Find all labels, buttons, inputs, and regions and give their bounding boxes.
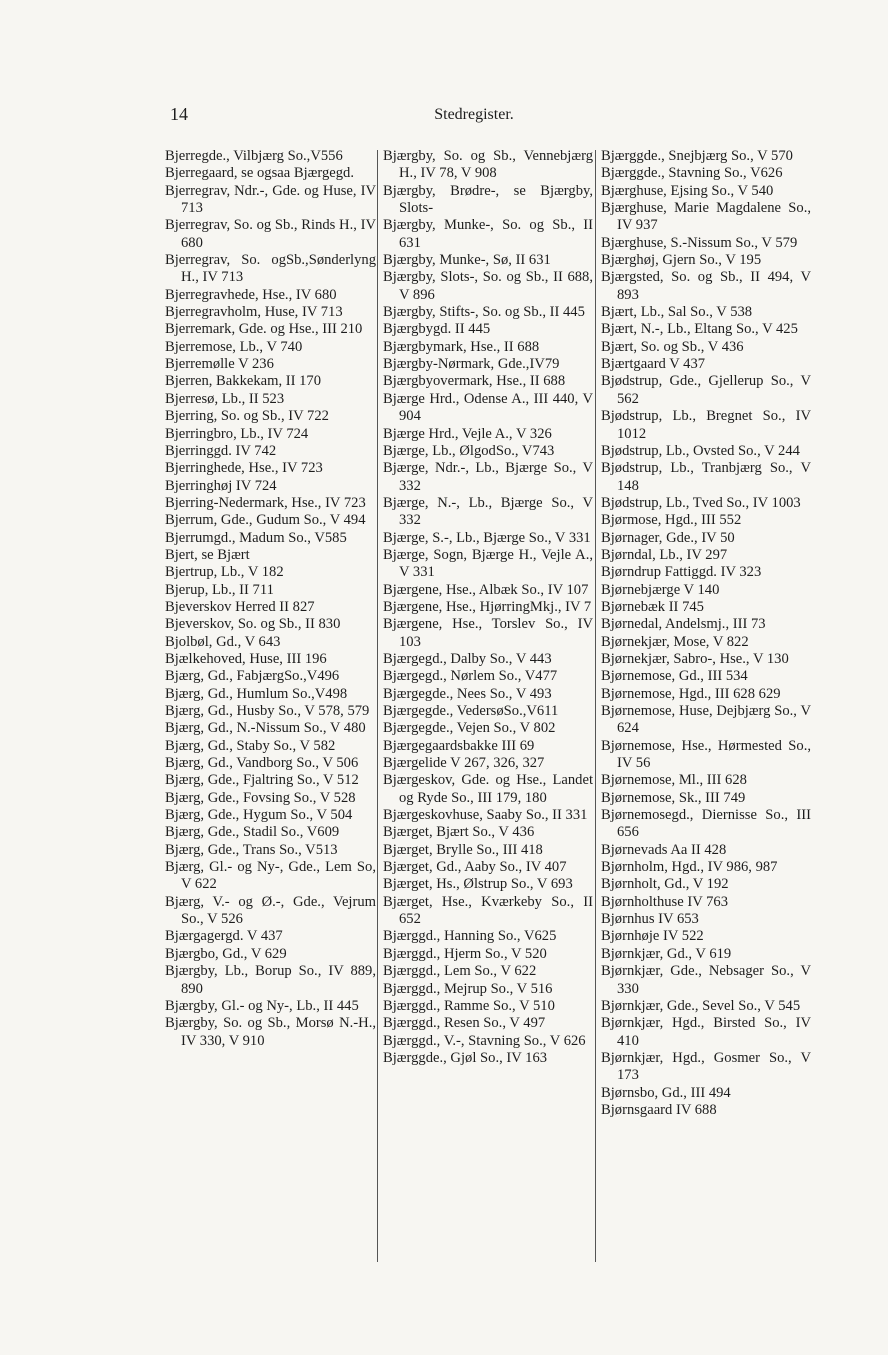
index-entry: Bjerren, Bakkekam, II 170 xyxy=(165,373,322,390)
index-entry: Bjærgbygd. II 445 xyxy=(383,321,491,338)
index-entry: Bjærget, Gd., Aaby So., IV 407 xyxy=(383,859,567,876)
index-entry: Bjært, So. og Sb., V 436 xyxy=(601,338,744,355)
index-entry: Bjørnebæk II 745 xyxy=(601,598,704,615)
index-entry: Bjærgene, Hse., HjørringMkj., IV 7 xyxy=(383,598,592,615)
index-entry: Bjørnevads Aa II 428 xyxy=(601,841,727,858)
index-entry: Bjerringgd. IV 742 xyxy=(165,442,277,459)
index-entry: Bjærg, Gd., N.-Nissum So., V 480 xyxy=(165,720,366,737)
index-entry: Bjærgby, Lb., Borup So., IV 889, 890 xyxy=(165,963,376,997)
index-entry: Bjørnemose, Ml., III 628 xyxy=(601,772,747,789)
index-entry: Bjerregrav, So. ogSb.,Sønderlyng H., IV 713 xyxy=(165,252,376,286)
index-entry: Bjærge, Lb., ØlgodSo., V743 xyxy=(383,442,555,459)
index-entry: Bjærg, Gl.- og Ny-, Gde., Lem So, V 622 xyxy=(165,859,376,893)
column-3 xyxy=(601,148,811,1119)
index-entry: Bjærgegde., Nees So., V 493 xyxy=(383,685,552,702)
index-entry: Bjærgby, Stifts-, So. og Sb., II 445 xyxy=(383,304,585,321)
index-entry: Bjerup, Lb., II 711 xyxy=(165,581,274,598)
index-entry: Bjerregrav, So. og Sb., Rinds H., IV 680 xyxy=(165,217,376,251)
index-entry: Bjerregravhede, Hse., IV 680 xyxy=(165,286,337,303)
index-entry: Bjørnkjær, Gde., Sevel So., V 545 xyxy=(601,997,801,1014)
index-entry: Bjærgegde., VedersøSo.,V611 xyxy=(383,703,559,719)
index-entry: Bjertrup, Lb., V 182 xyxy=(165,564,284,581)
index-entry: Bjørnebjærge V 140 xyxy=(601,581,720,598)
index-entry: Bjært, N.-, Lb., Eltang So., V 425 xyxy=(601,321,798,338)
index-entry: Bjærgagergd. V 437 xyxy=(165,928,283,945)
index-entry: Bjærggd., Hanning So., V625 xyxy=(383,928,557,945)
index-entry: Bjødstrup, Gde., Gjellerup So., V 562 xyxy=(601,373,811,407)
index-entry: Bjært, Lb., Sal So., V 538 xyxy=(601,304,753,321)
index-entry: Bjerregde., Vilbjærg So.,V556 xyxy=(165,148,343,164)
index-entry: Bjærg, V.- og Ø.-, Gde., Vejrum So., V 526 xyxy=(165,893,376,928)
index-entry: Bjørnholt, Gd., V 192 xyxy=(601,876,729,893)
index-entry: Bjærg, Gde., Trans So., V513 xyxy=(165,841,338,858)
index-entry: Bjærg, Gde., Fovsing So., V 528 xyxy=(165,789,356,806)
index-entry: Bjælkehoved, Huse, III 196 xyxy=(165,650,327,667)
index-entry: Bjærge, Ndr.-, Lb., Bjærge So., V 332 xyxy=(383,460,593,494)
index-entry: Bjødstrup, Lb., Bregnet So., IV 1012 xyxy=(601,408,811,442)
index-entry: Bjærgbymark, Hse., II 688 xyxy=(383,338,540,355)
index-entry: Bjeverskov Herred II 827 xyxy=(165,598,315,615)
index-entry: Bjærg, Gde., Fjaltring So., V 512 xyxy=(165,772,359,789)
index-entry: Bjerregrav, Ndr.-, Gde. og Huse, IV 713 xyxy=(165,182,376,217)
index-entry: Bjørnemose, Hse., Hørmested So., IV 56 xyxy=(601,737,811,772)
index-entry: Bjærg, Gde., Stadil So., V609 xyxy=(165,824,340,841)
running-title: Stedregister. xyxy=(434,106,514,123)
index-entry: Bjærgene, Hse., Torslev So., IV 103 xyxy=(383,616,593,650)
index-entry: Bjerringhøj IV 724 xyxy=(165,477,277,494)
index-entry: Bjerrum, Gde., Gudum So., V 494 xyxy=(165,512,366,529)
index-entry: Bjerregravholm, Huse, IV 713 xyxy=(165,304,343,321)
index-entry: Bjærggd., V.-, Stavning So., V 626 xyxy=(383,1032,586,1049)
index-entry: Bjørnemose, Huse, Dejbjærg So., V 624 xyxy=(601,703,811,737)
index-entry: Bjærggd., Mejrup So., V 516 xyxy=(383,980,553,997)
index-entry: Bjørmose, Hgd., III 552 xyxy=(601,512,742,529)
index-entry: Bjørnemose, Gd., III 534 xyxy=(601,668,748,685)
index-entry: Bjørnedal, Andelsmj., III 73 xyxy=(601,616,766,633)
index-entry: Bjørndal, Lb., IV 297 xyxy=(601,546,728,563)
index-entry: Bjærg, Gd., Vandborg So., V 506 xyxy=(165,755,359,772)
index-entry: Bjærg, Gd., Humlum So.,V498 xyxy=(165,685,348,702)
index-entry: Bjærge, N.-, Lb., Bjærge So., V 332 xyxy=(383,494,593,529)
index-entry: Bjerremose, Lb., V 740 xyxy=(165,338,303,355)
index-entry: Bjærghuse, S.-Nissum So., V 579 xyxy=(601,234,798,251)
index-entry: Bjørnemosegd., Diernisse So., III 656 xyxy=(601,807,811,841)
index-entry: Bjærggde., Gjøl So., IV 163 xyxy=(383,1049,548,1066)
index-entry: Bjærgeskov, Gde. og Hse., Landet og Ryde So., III 179, 180 xyxy=(383,772,593,806)
index-entry: Bjærggd., Hjerm So., V 520 xyxy=(383,945,547,962)
index-entry: Bjærgegde., Vejen So., V 802 xyxy=(383,720,556,737)
column-1 xyxy=(165,148,376,1050)
index-entry: Bjærggd., Resen So., V 497 xyxy=(383,1015,546,1032)
index-entry: Bjødstrup, Lb., Tranbjærg So., V 148 xyxy=(601,460,811,494)
index-entry: Bjerring, So. og Sb., IV 722 xyxy=(165,408,329,425)
index-entry: Bjærg, Gde., Hygum So., V 504 xyxy=(165,807,353,824)
index-entry: Bjørnhøje IV 522 xyxy=(601,928,704,945)
index-entry: Bjærggde., Snejbjærg So., V 570 xyxy=(601,148,793,164)
index-entry: Bjærge, Sogn, Bjærge H., Vejle A., V 331 xyxy=(383,546,593,581)
index-entry: Bjærget, Brylle So., III 418 xyxy=(383,841,543,858)
index-entry: Bjerring-Nedermark, Hse., IV 723 xyxy=(165,494,366,511)
index-entry: Bjærghuse, Marie Magdalene So., IV 937 xyxy=(601,200,811,234)
index-entry: Bjærgby, Brødre-, se Bjærgby, Slots- xyxy=(383,182,593,217)
index-entry: Bjærgby, Gl.- og Ny-, Lb., II 445 xyxy=(165,997,359,1014)
index-entry: Bjærgby, So. og Sb., Morsø N.-H., IV 330, V 910 xyxy=(165,1015,376,1049)
index-entry: Bjærghuse, Ejsing So., V 540 xyxy=(601,182,774,199)
index-entry: Bjærg, Gd., Staby So., V 582 xyxy=(165,737,336,754)
index-entry: Bjørnkjær, Gd., V 619 xyxy=(601,945,732,962)
index-entry: Bjærggd., Lem So., V 622 xyxy=(383,963,537,980)
index-entry: Bjolbøl, Gd., V 643 xyxy=(165,633,281,650)
index-entry: Bjærgegaardsbakke III 69 xyxy=(383,737,535,754)
index-entry: Bjerremølle V 236 xyxy=(165,356,274,373)
index-entry: Bjærgene, Hse., Albæk So., IV 107 xyxy=(383,581,589,598)
index-entry: Bjærg, Gd., Husby So., V 578, 579 xyxy=(165,703,370,719)
index-entry: Bjørndrup Fattiggd. IV 323 xyxy=(601,564,762,581)
index-entry: Bjødstrup, Lb., Tved So., IV 1003 xyxy=(601,494,801,511)
index-entry: Bjødstrup, Lb., Ovsted So., V 244 xyxy=(601,442,800,459)
index-entry: Bjærgsted, So. og Sb., II 494, V 893 xyxy=(601,269,811,303)
index-entry: Bjærget, Hse., Kværkeby So., II 652 xyxy=(383,893,593,928)
index-entry: Bjerrumgd., Madum So., V585 xyxy=(165,529,347,546)
index-entry: Bjærgby, So. og Sb., Vennebjærg H., IV 78, V 908 xyxy=(383,148,593,182)
index-entry: Bjærtgaard V 437 xyxy=(601,356,706,373)
index-entry: Bjerregaard, se ogsaa Bjærgegd. xyxy=(165,165,354,182)
index-entry: Bjærgegd., Dalby So., V 443 xyxy=(383,650,552,667)
index-entry: Bjærggde., Stavning So., V626 xyxy=(601,165,783,182)
index-entry: Bjerringbro, Lb., IV 724 xyxy=(165,425,309,442)
index-entry: Bjert, se Bjært xyxy=(165,546,250,563)
index-entry: Bjærge, S.-, Lb., Bjærge So., V 331 xyxy=(383,529,591,546)
index-entry: Bjørnkjær, Hgd., Gosmer So., V 173 xyxy=(601,1049,811,1084)
index-entry: Bjerringhede, Hse., IV 723 xyxy=(165,460,323,477)
column-rule-2 xyxy=(595,150,596,1262)
index-entry: Bjærgelide V 267, 326, 327 xyxy=(383,755,545,772)
page-number: 14 xyxy=(170,104,188,124)
index-entry: Bjærg, Gd., FabjærgSo.,V496 xyxy=(165,668,340,685)
index-entry: Bjærgby, Slots-, So. og Sb., II 688, V 896 xyxy=(383,269,593,303)
index-entry: Bjørnkjær, Gde., Nebsager So., V 330 xyxy=(601,963,811,997)
index-entry: Bjerremark, Gde. og Hse., III 210 xyxy=(165,321,363,338)
index-entry: Bjærgby, Munke-, Sø, II 631 xyxy=(383,252,551,269)
index-entry: Bjærghøj, Gjern So., V 195 xyxy=(601,252,762,269)
index-entry: Bjørnager, Gde., IV 50 xyxy=(601,529,735,546)
index-entry: Bjærgbyovermark, Hse., II 688 xyxy=(383,373,566,390)
index-entry: Bjærge Hrd., Odense A., III 440, V 904 xyxy=(383,390,593,425)
index-entry: Bjærgegd., Nørlem So., V477 xyxy=(383,668,558,685)
index-entry: Bjærge Hrd., Vejle A., V 326 xyxy=(383,425,552,442)
index-entry: Bjærggd., Ramme So., V 510 xyxy=(383,997,555,1014)
index-entry: Bjærgeskovhuse, Saaby So., II 331 xyxy=(383,807,588,824)
index-entry: Bjærgby-Nørmark, Gde.,IV79 xyxy=(383,356,560,373)
index-entry: Bjærgbo, Gd., V 629 xyxy=(165,945,287,962)
index-entry: Bjeverskov, So. og Sb., II 830 xyxy=(165,616,341,633)
index-entry: Bjørnsgaard IV 688 xyxy=(601,1101,717,1118)
index-entry: Bjørnholm, Hgd., IV 986, 987 xyxy=(601,859,778,876)
index-entry: Bjerresø, Lb., II 523 xyxy=(165,390,285,407)
index-entry: Bjørnhus IV 653 xyxy=(601,911,699,928)
index-entry: Bjørnemose, Hgd., III 628 629 xyxy=(601,685,781,702)
index-entry: Bjørnekjær, Sabro-, Hse., V 130 xyxy=(601,650,789,667)
column-rule-1 xyxy=(377,150,378,1262)
index-entry: Bjærgby, Munke-, So. og Sb., II 631 xyxy=(383,217,593,251)
index-entry: Bjørnsbo, Gd., III 494 xyxy=(601,1084,731,1101)
index-entry: Bjørnemose, Sk., III 749 xyxy=(601,789,746,806)
index-entry: Bjørnekjær, Mose, V 822 xyxy=(601,633,749,650)
index-entry: Bjærget, Bjært So., V 436 xyxy=(383,824,535,841)
index-entry: Bjørnholthuse IV 763 xyxy=(601,893,729,910)
index-entry: Bjørnkjær, Hgd., Birsted So., IV 410 xyxy=(601,1015,811,1049)
index-entry: Bjærget, Hs., Ølstrup So., V 693 xyxy=(383,876,573,893)
column-2 xyxy=(383,148,593,1067)
